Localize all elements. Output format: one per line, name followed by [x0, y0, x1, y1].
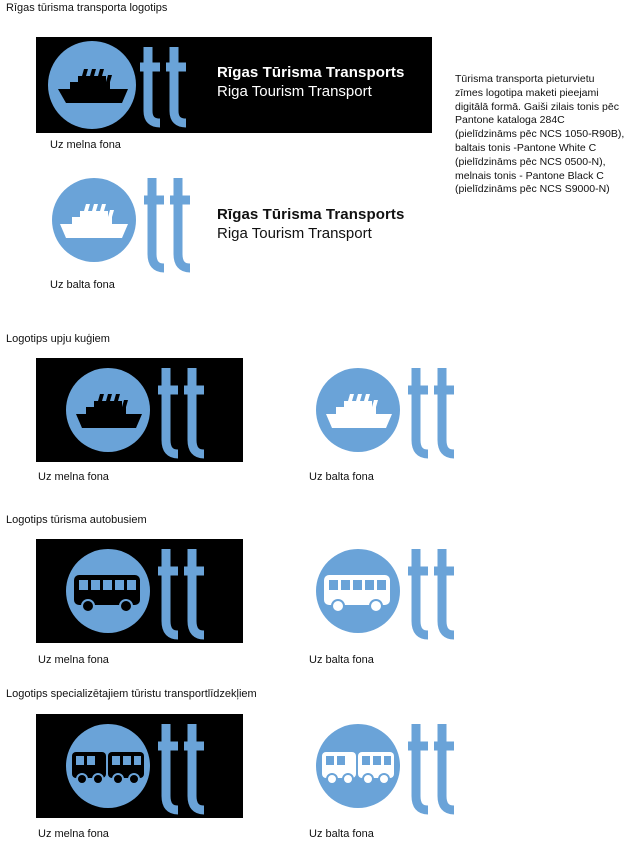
caption-on-white: Uz balta fona	[309, 654, 374, 666]
bus-logo-mark	[300, 539, 480, 643]
caption-on-black: Uz melna fona	[38, 828, 109, 840]
tt-letters	[144, 178, 190, 268]
color-specification-note: Tūrisma transporta pieturvietu zīmes logotipa maketi pieejami digitālā formā. Gaiši zilais tonis pēc Pantone kataloga 284C (pielīdzināms pēc NCS 1050-R90B), baltais tonis -Pantone White C (pielīdzināms pēc NCS 0500-N), melnais tonis - Pantone Black C (pielīdzināms pēc NCS S9000-N)	[455, 73, 625, 196]
special-logo-white-panel	[300, 714, 480, 818]
bus-logo-white-panel	[300, 539, 480, 643]
bus-logo-heading: Logotips tūrisma autobusiem	[6, 514, 147, 526]
caption-on-white: Uz balta fona	[50, 279, 115, 291]
brand-name-en: Riga Tourism Transport	[217, 83, 372, 100]
articulated-bus-logo-mark	[300, 714, 480, 818]
ship-logo-mark	[36, 170, 206, 274]
ship-logo-mark	[36, 358, 243, 462]
articulated-bus-logo-mark	[36, 714, 243, 818]
brand-name-lv: Rīgas Tūrisma Transports	[217, 64, 405, 81]
tt-letters	[158, 368, 204, 454]
tt-letters	[408, 724, 454, 810]
brand-name-lv: Rīgas Tūrisma Transports	[217, 206, 405, 223]
main-logo-heading: Rīgas tūrisma transporta logotips	[6, 2, 168, 14]
main-logo-black-panel	[36, 37, 432, 133]
tt-letters	[158, 724, 204, 810]
special-vehicle-logo-heading: Logotips specializētajiem tūristu transportlīdzekļiem	[6, 688, 257, 700]
cruise-logo-heading: Logotips upju kuģiem	[6, 333, 110, 345]
main-logo-white-panel	[36, 170, 432, 274]
caption-on-white: Uz balta fona	[309, 828, 374, 840]
special-logo-black-panel	[36, 714, 243, 818]
cruise-logo-white-panel	[300, 358, 480, 462]
tt-letters	[158, 549, 204, 635]
tt-letters	[408, 368, 454, 454]
tt-letters	[408, 549, 454, 635]
caption-on-black: Uz melna fona	[38, 471, 109, 483]
brand-name-en: Riga Tourism Transport	[217, 225, 372, 242]
tt-letters	[140, 47, 186, 123]
ship-logo-mark	[36, 37, 206, 133]
ship-logo-mark	[300, 358, 480, 462]
caption-on-black: Uz melna fona	[38, 654, 109, 666]
cruise-logo-black-panel	[36, 358, 243, 462]
caption-on-black: Uz melna fona	[50, 139, 121, 151]
caption-on-white: Uz balta fona	[309, 471, 374, 483]
bus-logo-black-panel	[36, 539, 243, 643]
bus-logo-mark	[36, 539, 243, 643]
